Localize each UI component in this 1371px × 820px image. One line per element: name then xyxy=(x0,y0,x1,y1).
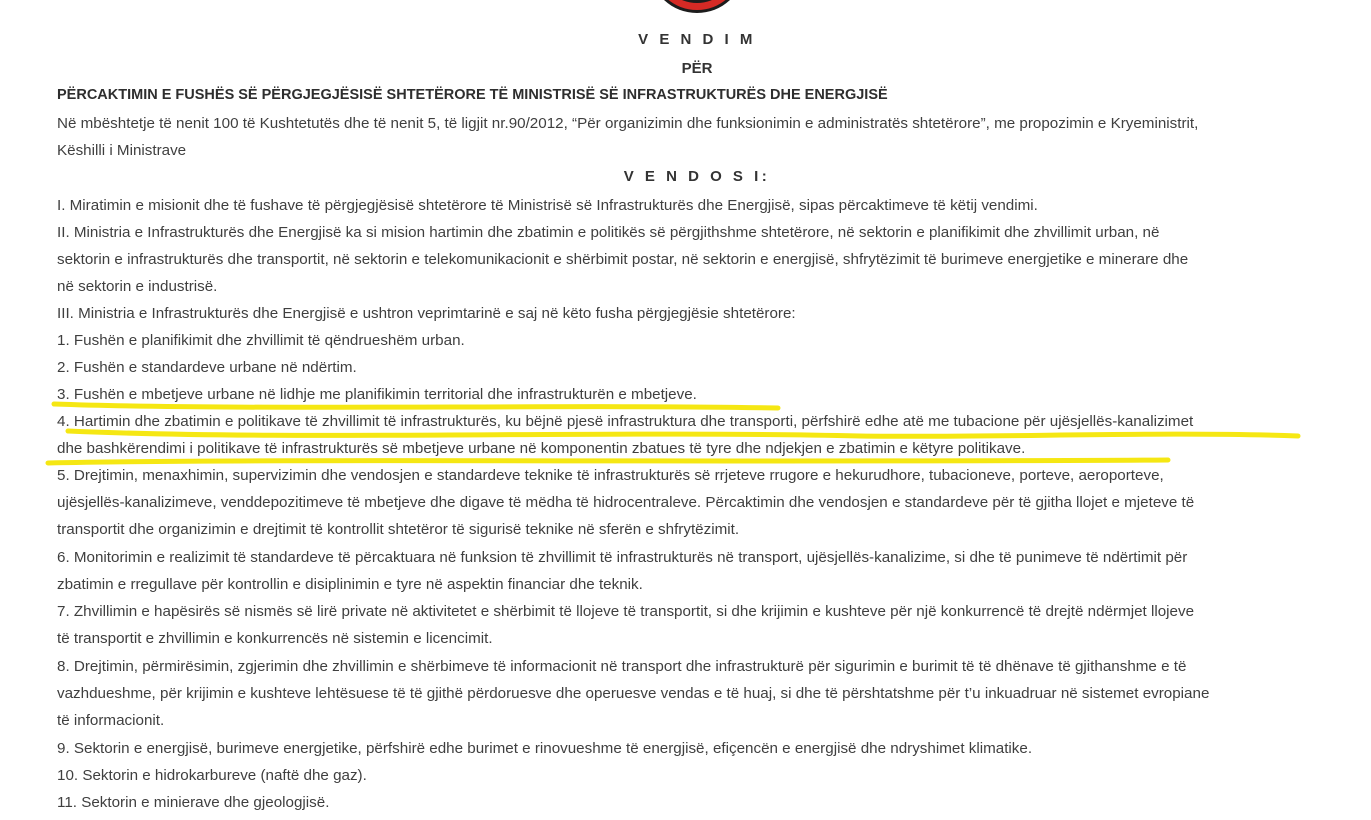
item-line: në sektorin e industrisë. xyxy=(57,278,218,295)
document-subject: PËRCAKTIMIN E FUSHËS SË PËRGJEGJËSISË SHTETËRORE TË MINISTRISË SË INFRASTRUKTURËS DHE ENERGJISË xyxy=(57,87,888,103)
item-line: I. Miratimin e misionit dhe të fushave të përgjegjësisë shtetërore të Ministrisë së Infrastrukturës dhe Energjisë, sipas përcaktimeve të këtij vendimi. xyxy=(57,197,1038,214)
coat-of-arms-emblem xyxy=(650,0,744,14)
item-8 xyxy=(57,653,1347,734)
item-4 xyxy=(57,408,1347,462)
item-line: 8. Drejtimin, përmirësimin, zgjerimin dhe zhvillimin e shërbimeve të informacionit në transport dhe infrastrukturë për sigurimin e burimit të të dhënave të gjithanshme e të xyxy=(57,658,1187,675)
item-line: II. Ministria e Infrastrukturës dhe Energjisë ka si mision hartimin dhe zbatimin e politikës së përgjithshme shtetërore, në sektorin e planifikimit dhe zhvillimit urban, në xyxy=(57,224,1160,241)
item-7 xyxy=(57,598,1347,652)
item-i xyxy=(57,192,1347,219)
item-line: 11. Sektorin e minierave dhe gjeologjisë. xyxy=(57,794,330,811)
item-line: transportit dhe organizimin e drejtimit të kontrollit shtetëror të sigurisë teknike në sferën e shfrytëzimit. xyxy=(57,521,740,538)
document-title-per: PËR xyxy=(681,60,713,77)
item-9 xyxy=(57,735,1347,762)
item-line: III. Ministria e Infrastrukturës dhe Energjisë e ushtron veprimtarinë e saj në këto fusha përgjegjësie shtetërore: xyxy=(57,305,796,322)
item-11 xyxy=(57,789,1347,816)
item-line: ujësjellës-kanalizimeve, venddepozitimeve të mbetjeve dhe digave të mëdha të hidrocentraleve. Përcaktimin dhe vendosjen e standardeve për të gjitha llojet e mjeteve të xyxy=(57,494,1195,511)
item-line: 3. Fushën e mbetjeve urbane në lidhje me planifikimin territorial dhe infrastrukturën e mbetjeve. xyxy=(57,386,697,403)
item-line: 1. Fushën e planifikimit dhe zhvillimit të qëndrueshëm urban. xyxy=(57,332,465,349)
item-ii xyxy=(57,219,1347,300)
item-line: të transportit e zhvillimin e konkurrencës në sistemin e licencimit. xyxy=(57,630,493,647)
document-title: V E N D I M xyxy=(638,31,756,48)
item-line: 4. Hartimin dhe zbatimin e politikave të zhvillimit të infrastrukturës, ku bëjnë pjesë infrastruktura dhe transporti, përfshirë edhe atë me tubacione për ujësjellës-kanalizimet xyxy=(57,413,1194,430)
item-line: sektorin e infrastrukturës dhe transportit, në sektorin e telekomunikacionit e shërbimit postar, në sektorin e energjisë, shfrytëzimit të burimeve energjetike e minerare dhe xyxy=(57,251,1189,268)
item-10 xyxy=(57,762,1347,789)
item-line: zbatimin e rregullave për kontrollin e disiplinimin e tyre në aspektin financiar dhe teknik. xyxy=(57,576,643,593)
item-line: 10. Sektorin e hidrokarbureve (naftë dhe gaz). xyxy=(57,767,367,784)
preamble-line: Këshilli i Ministrave xyxy=(57,142,187,159)
item-iii xyxy=(57,300,1347,327)
item-line: vazhdueshme, për krijimin e kushteve lehtësuese të të gjithë përdoruesve dhe operuesve vendas e të huaj, si dhe të përshtatshme për t’u inkuadruar në sistemet evropiane xyxy=(57,685,1210,702)
decides-heading: V E N D O S I: xyxy=(623,168,771,185)
item-line: dhe bashkërendimi i politikave të infrastrukturës së mbetjeve urbane në komponentin zbatues të tyre dhe ndjekjen e zbatimin e këtyre politikave. xyxy=(57,440,1026,457)
item-1 xyxy=(57,327,1347,354)
preamble xyxy=(57,110,1347,164)
item-6 xyxy=(57,544,1347,598)
item-3 xyxy=(57,381,1347,408)
item-line: 7. Zhvillimin e hapësirës së nismës së lirë private në aktivitetet e shërbimit të llojeve të transportit, si dhe krijimin e kushteve për një konkurrencë të drejtë ndërmjet llojeve xyxy=(57,603,1195,620)
item-line: 5. Drejtimin, menaxhimin, supervizimin dhe vendosjen e standardeve teknike të infrastrukturës së rrjeteve rrugore e hekurudhore, tubacioneve, porteve, aeroporteve, xyxy=(57,467,1164,484)
item-line: 6. Monitorimin e realizimit të standardeve të përcaktuara në funksion të zhvillimit të infrastrukturës në transport, ujësjellës-kanalizime, si dhe të punimeve të ndërtimit për xyxy=(57,549,1188,566)
item-2 xyxy=(57,354,1347,381)
item-line: 2. Fushën e standardeve urbane në ndërtim. xyxy=(57,359,357,376)
preamble-line: Në mbështetje të nenit 100 të Kushtetutës dhe të nenit 5, të ligjit nr.90/2012, “Për organizimin dhe funksionimin e administratës shtetërore”, me propozimin e Kryeministrit, xyxy=(57,115,1199,132)
item-line: të informacionit. xyxy=(57,712,165,729)
item-line: 9. Sektorin e energjisë, burimeve energjetike, përfshirë edhe burimet e rinovueshme të energjisë, efiçencën e energjisë dhe ndryshimet klimatike. xyxy=(57,740,1033,757)
item-5 xyxy=(57,462,1347,543)
